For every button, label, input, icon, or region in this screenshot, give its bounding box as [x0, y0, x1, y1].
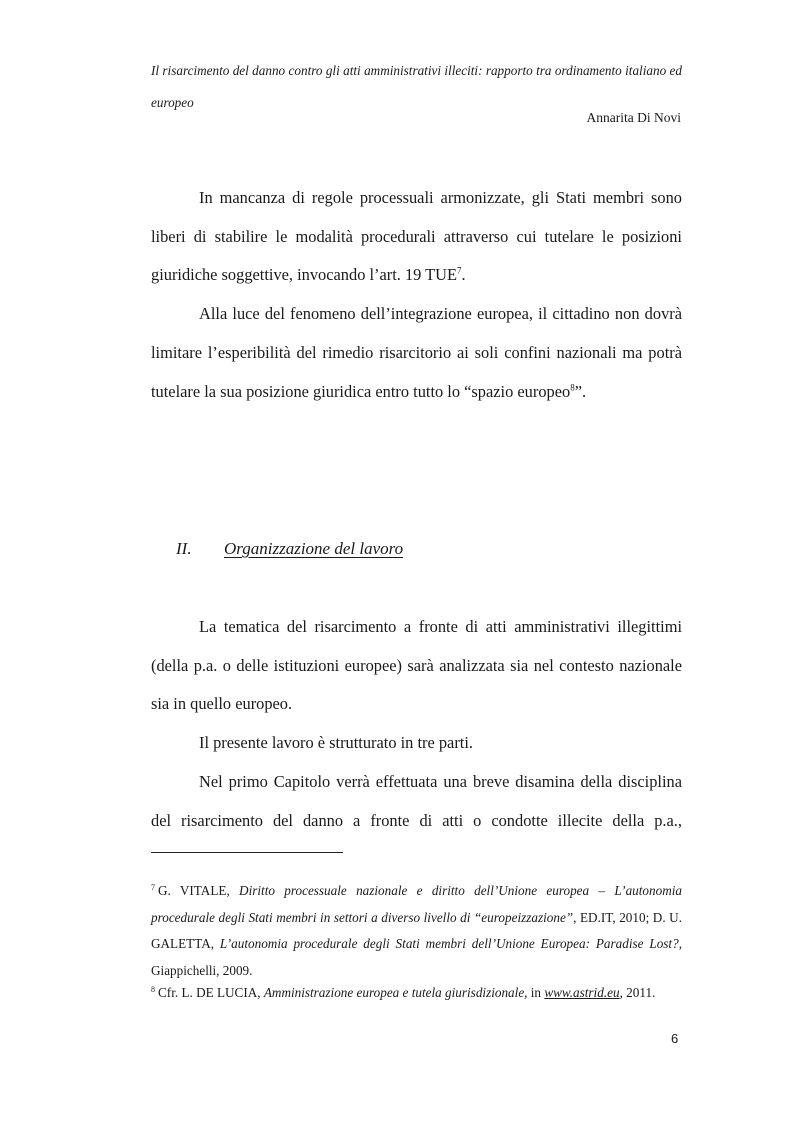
intro-paragraph-1: In mancanza di regole processuali armonizzate, gli Stati membri sono liberi di stabilire le modalità procedurali attraverso cui tutelare le posizioni giuridiche soggettive, invocando l’art. 19 TUE$^7$. — [151, 188, 682, 285]
footnote-8: $^8$ Cfr. L. DE LUCIA, Amministrazione europea e tutela giurisdizionale, in www.astrid.eu, 2011. — [151, 984, 656, 1000]
intro-text — [151, 179, 682, 411]
running-header-title: Il risarcimento del danno contro gli atti amministrativi illeciti: rapporto tra ordinamento italiano ed europeo — [151, 63, 682, 110]
footnote-link-astrid[interactable]: www.astrid.eu — [544, 985, 620, 1000]
section-heading — [176, 536, 403, 562]
section-paragraph-1: La tematica del risarcimento a fronte di atti amministrativi illegittimi (della p.a. o delle istituzioni europee) sarà analizzata sia nel contesto nazionale sia in quello europeo. — [151, 617, 682, 714]
footnote-8-number: 8 — [151, 984, 155, 994]
footnote-ref-8[interactable]: 8 — [570, 382, 575, 393]
section-number: II. — [176, 539, 192, 558]
intro-paragraph-2: Alla luce del fenomeno dell’integrazione europea, il cittadino non dovrà limitare l’esperibilità del rimedio risarcitorio ai soli confini nazionali ma potrà tutelare la sua posizione giuridica entro tutto lo “spazio europeo$^8$”. — [151, 304, 682, 401]
section-paragraph-2: Il presente lavoro è strutturato in tre parti. — [199, 733, 473, 753]
footnote-separator — [151, 852, 343, 853]
section-body — [151, 608, 682, 840]
footnote-7: $^7$ G. VITALE, Diritto processuale nazionale e diritto dell’Unione europea – L’autonomia procedurale degli Stati membri in settori a diverso livello di “europeizzazione”, ED.IT, 2010; D. U. GALETTA, L’autonomia procedurale degli Stati membri dell’Unione Europea: Paradise Lost?, Giappichelli, 2009. — [151, 882, 682, 978]
running-header-author: Annarita Di Novi — [586, 110, 681, 125]
footnote-ref-7[interactable]: 7 — [457, 265, 462, 276]
page-number: 6 — [671, 1031, 679, 1046]
footnote-7-number: 7 — [151, 882, 155, 892]
section-title: Organizzazione del lavoro — [224, 539, 404, 558]
section-paragraph-3: Nel primo Capitolo verrà effettuata una breve disamina della disciplina del risarcimento del danno a fronte di atti o condotte illecite della p.a., — [151, 771, 682, 830]
